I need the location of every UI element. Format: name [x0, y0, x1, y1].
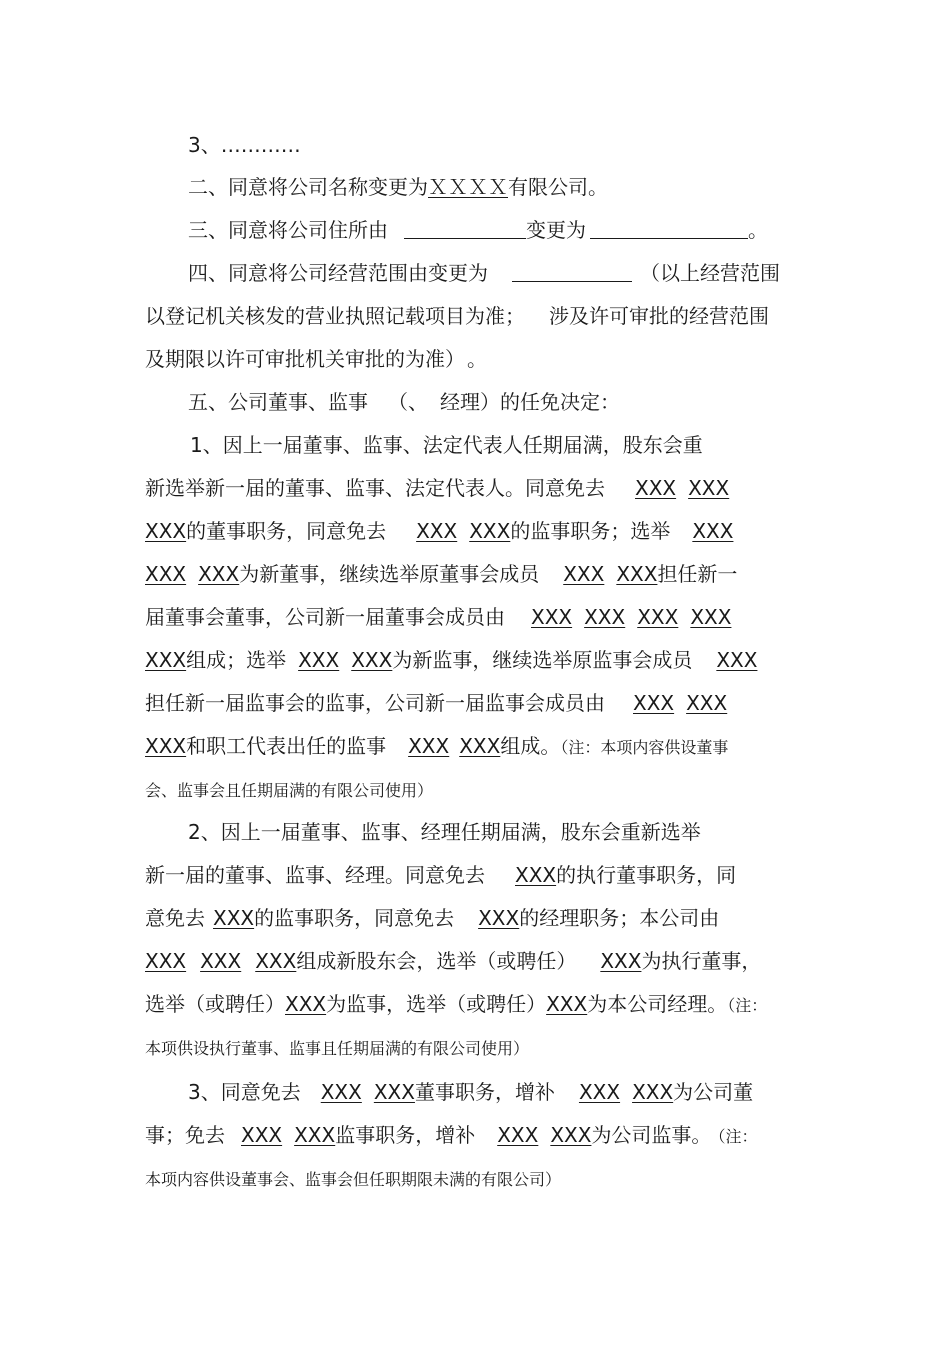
blank-scope — [512, 261, 632, 282]
line-21: 选举（或聘任）XXX为监事，选举（或聘任）XXX为本公司经理。（注： — [145, 992, 768, 1016]
line-22-note: 本项供设执行董事、监事且任期届满的有限公司使用） — [145, 1039, 530, 1058]
line-4: 四、同意将公司经营范围由变更为 （以上经营范围 — [188, 261, 780, 285]
blank-old-address — [404, 218, 526, 239]
line-1: 3、………… — [188, 133, 301, 157]
line-18: 新一届的董事、监事、经理。同意免去 XXX的执行董事职务，同 — [145, 863, 737, 887]
line-5: 以登记机关核发的营业执照记载项目为准； 涉及许可审批的经营范围 — [145, 304, 769, 328]
line-25-note: 本项内容供设董事会、监事会但任职期限未满的有限公司） — [145, 1170, 562, 1189]
line-9: 新选举新一届的董事、监事、法定代表人。同意免去 XXX XXX — [145, 476, 730, 500]
line-2: 二、同意将公司名称变更为ＸＸＸＸ有限公司。 — [188, 175, 608, 199]
blank-new-address — [590, 218, 748, 239]
line-11: XXX XXX为新董事，继续选举原董事会成员 XXX XXX担任新一 — [145, 562, 738, 586]
line-20: XXX XXX XXX组成新股东会，选举（或聘任） XXX为执行董事， — [145, 949, 762, 973]
line-13: XXX组成；选举 XXX XXX为新监事，继续选举原监事会成员 XXX — [145, 648, 758, 672]
line-15: XXX和职工代表出任的监事 XXX XXX组成。（注：本项内容供设董事 — [145, 734, 729, 758]
line-23: 3、同意免去 XXX XXX董事职务，增补 XXX XXX为公司董 — [188, 1080, 754, 1104]
line-3: 三、同意将公司住所由 变更为 。 — [188, 218, 768, 242]
line-16-note: 会、监事会且任期届满的有限公司使用） — [145, 781, 434, 800]
line-7: 五、公司董事、监事 （、 经理）的任免决定： — [188, 390, 620, 414]
line-14: 担任新一届监事会的监事，公司新一届监事会成员由 XXX XXX — [145, 691, 728, 715]
line-19: 意免去 XXX的监事职务，同意免去 XXX的经理职务；本公司由 — [145, 906, 720, 930]
line-17: 2、因上一届董事、监事、经理任期届满，股东会重新选举 — [188, 820, 701, 844]
line-24: 事；免去 XXX XXX监事职务，增补 XXX XXX为公司监事。 （注： — [145, 1123, 758, 1147]
line-8: 1、因上一届董事、监事、法定代表人任期届满，股东会重 — [190, 433, 703, 457]
line-12: 届董事会董事，公司新一届董事会成员由 XXX XXX XXX XXX — [145, 605, 732, 629]
line-6: 及期限以许可审批机关审批的为准） 。 — [145, 347, 487, 371]
line-10: XXX的董事职务，同意免去 XXX XXX的监事职务；选举 XXX — [145, 519, 734, 543]
